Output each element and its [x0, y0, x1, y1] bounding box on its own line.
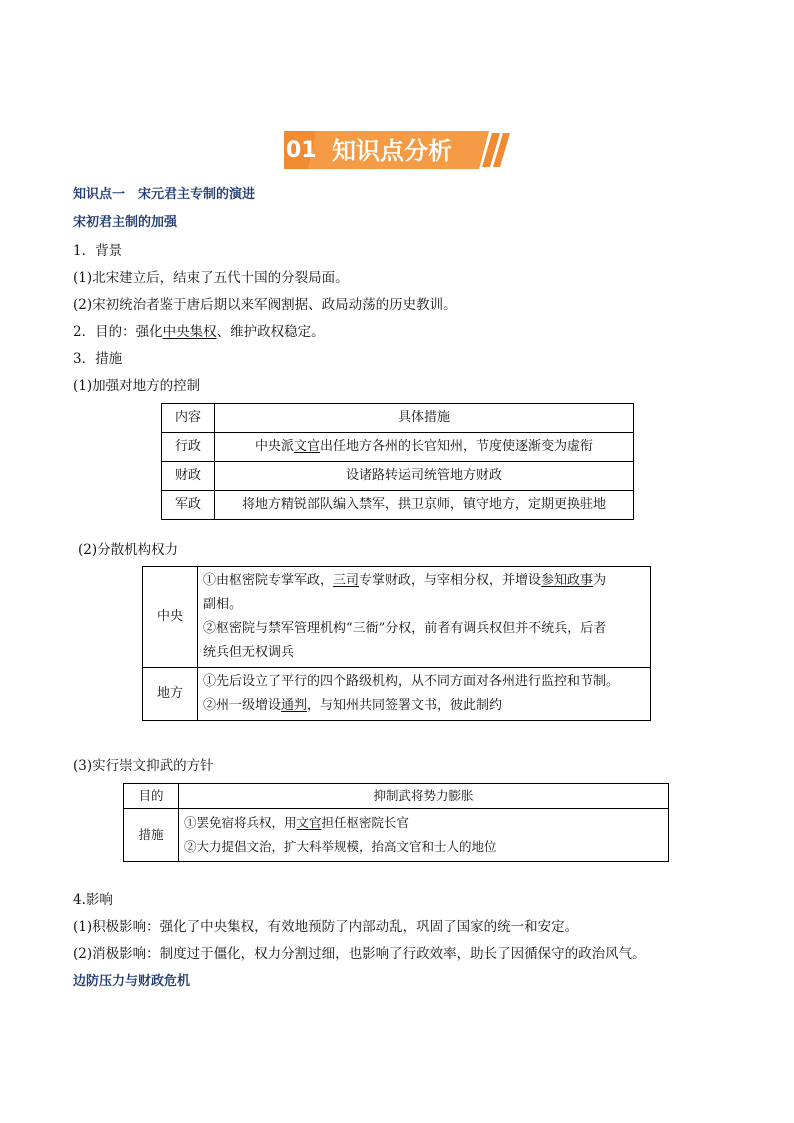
goal-line: 2．目的：强化中央集权、维护政权稳定。: [73, 324, 325, 340]
goal-underline: 中央集权: [162, 324, 217, 340]
knowledge-point-title: 知识点一 宋元君主专制的演进: [73, 187, 256, 202]
impact-positive: (1)积极影响：强化了中央集权，有效地预防了内部动乱，巩固了国家的统一和安定。: [73, 919, 579, 935]
section-banner: [284, 131, 510, 169]
power-division-table: [142, 566, 651, 721]
background-point-2: (2)宋初统治者鉴于唐后期以来军阀割据、政局动荡的历史教训。: [73, 297, 457, 313]
measures-title: 3．措施: [73, 351, 123, 367]
impact-negative: (2)消极影响：制度过于僵化，权力分割过细，也影响了行政效率，助长了因循保守的政治风气。: [73, 946, 646, 962]
measure-2-title: (2)分散机构权力: [78, 542, 179, 558]
subsection-title-2: 边防压力与财政危机: [73, 974, 191, 989]
table-row: 中央 ①由枢密院专掌军政，三司专掌财政，与宰相分权，并增设参知政事为 副相。 ②枢密院与禁军管理机构“三衙”分权，前者有调兵权但并不统兵，后者 统兵但无权调兵: [143, 567, 651, 668]
banner-title: 知识点分析: [332, 137, 452, 165]
local-control-table: [161, 403, 634, 520]
banner-number: 01: [286, 138, 317, 163]
table-row: 内容 具体措施: [162, 404, 634, 433]
table-row: 财政 设诸路转运司统管地方财政: [162, 462, 634, 491]
table-row: 地方 ①先后设立了平行的四个路级机构，从不同方面对各州进行监控和节制。 ②州一级增设通判，与知州共同签署文书，彼此制约: [143, 668, 651, 721]
table-row: 行政 中央派文官出任地方各州的长官知州，节度使逐渐变为虚衔: [162, 433, 634, 462]
background-title: 1．背景: [73, 243, 123, 259]
table-row: 措施 ①罢免宿将兵权，用文官担任枢密院长官 ②大力提倡文治，扩大科举规模，抬高文官和士人的地位: [124, 809, 669, 862]
impact-title: 4.影响: [73, 892, 113, 908]
table-row: 军政 将地方精锐部队编入禁军，拱卫京师，镇守地方，定期更换驻地: [162, 491, 634, 520]
measure-1-title: (1)加强对地方的控制: [73, 378, 201, 394]
civil-policy-table: [123, 783, 669, 862]
table-row: 目的 抑制武将势力膨胀: [124, 784, 669, 809]
subsection-title: 宋初君主制的加强: [73, 215, 178, 230]
measure-3-title: (3)实行崇文抑武的方针: [73, 758, 214, 774]
background-point-1: (1)北宋建立后，结束了五代十国的分裂局面。: [73, 270, 349, 286]
